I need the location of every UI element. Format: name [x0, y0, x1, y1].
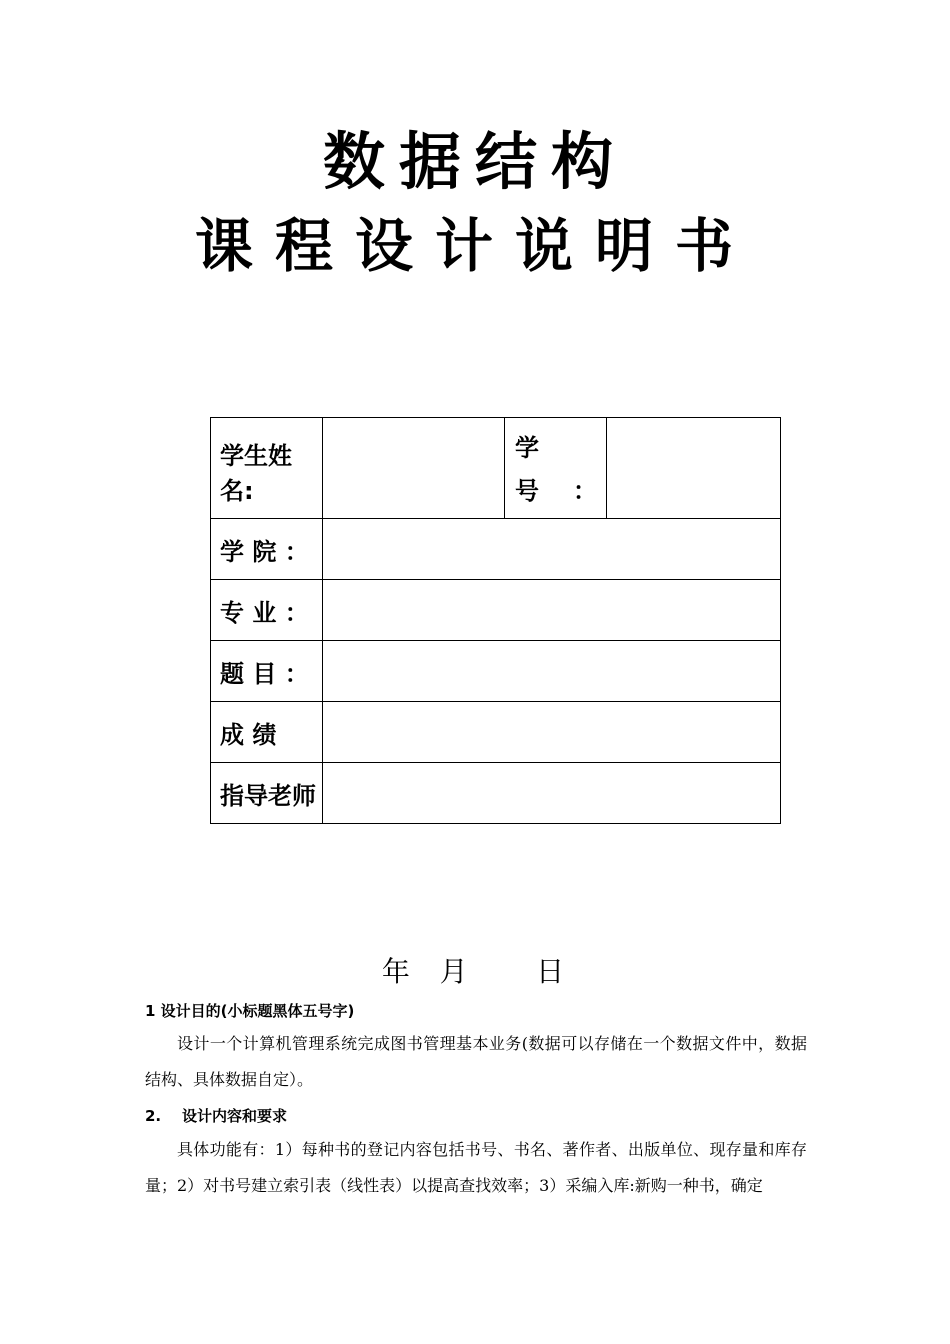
major-field[interactable] [323, 580, 781, 641]
advisor-field[interactable] [323, 763, 781, 824]
student-id-colon: ： [573, 477, 597, 505]
document-title-line2: 课程设计说明书 [194, 212, 755, 280]
table-row [211, 580, 781, 641]
section2-body: 具体功能有：1）每种书的登记内容包括书号、书名、著作者、出版单位、现存量和库存量；2）对书号建立索引表（线性表）以提高查找效率；3）采编入库:新购一种书，确定 [145, 1140, 807, 1195]
table-row [211, 641, 781, 702]
student-name-field[interactable] [323, 418, 505, 519]
section2-heading: 2. 设计内容和要求 [145, 1107, 288, 1125]
student-info-table [210, 417, 781, 824]
grade-label: 成 绩 [211, 702, 323, 763]
advisor-label: 指导老师 [211, 763, 323, 824]
college-field[interactable] [323, 519, 781, 580]
student-id-label-top: 学 [515, 434, 539, 462]
document-title-line1: 数据结构 [322, 125, 627, 198]
table-row [211, 702, 781, 763]
table-row [211, 418, 781, 519]
table-row [211, 763, 781, 824]
topic-field[interactable] [323, 641, 781, 702]
college-label: 学 院 ： [211, 519, 323, 580]
student-id-label-bottom: 号 [515, 477, 539, 505]
major-label: 专 业 ： [211, 580, 323, 641]
topic-label: 题 目 ： [211, 641, 323, 702]
section1-heading: 1 设计目的(小标题黑体五号字) [145, 1002, 355, 1020]
table-row [211, 519, 781, 580]
date-line: 年 月 日 [381, 955, 569, 988]
student-id-field[interactable] [607, 418, 781, 519]
grade-field[interactable] [323, 702, 781, 763]
student-id-label [505, 418, 607, 519]
section1-body: 设计一个计算机管理系统完成图书管理基本业务(数据可以存储在一个数据文件中，数据结构、具体数据自定）。 [145, 1034, 807, 1089]
student-name-label: 学生姓名: [211, 418, 323, 519]
